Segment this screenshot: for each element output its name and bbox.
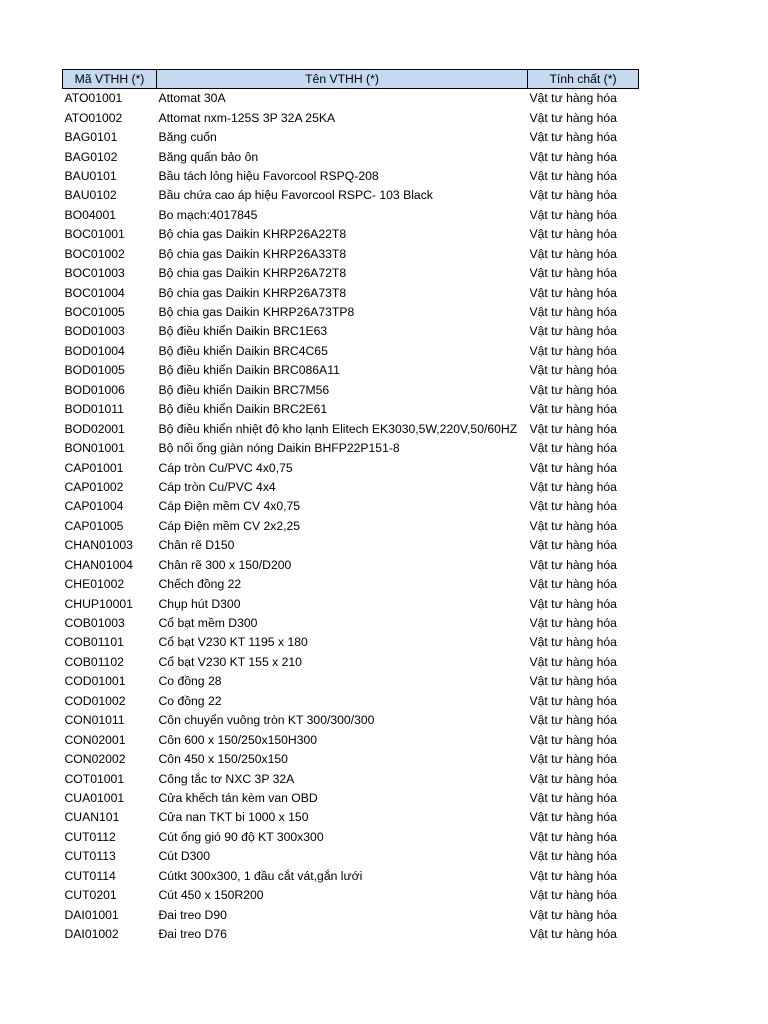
cell-code[interactable]: DAI01001 [64,907,119,922]
cell-name[interactable]: Co đồng 22 [158,693,222,708]
table-row [63,147,639,166]
cell-type[interactable]: Vật tư hàng hóa [529,557,617,572]
header-row [63,70,639,89]
cell-name[interactable]: Đai treo D76 [158,927,227,942]
table-row [63,342,639,361]
cell-type[interactable]: Vật tư hàng hóa [529,577,617,592]
cell-code[interactable]: COB01101 [64,635,124,650]
table-row [63,828,639,847]
cell-code[interactable]: BO04001 [64,207,116,222]
cell-type[interactable]: Vật tư hàng hóa [529,168,617,183]
table-row [63,458,639,477]
table-row [63,730,639,749]
cell-name[interactable]: Công tắc tơ NXC 3P 32A [158,771,295,786]
cell-code[interactable]: BAU0102 [64,188,117,203]
cell-code[interactable]: BOD01011 [64,402,124,417]
cell-code[interactable]: CUT0112 [64,829,116,844]
table-row [63,439,639,458]
cell-type[interactable]: Vật tư hàng hóa [529,713,617,728]
cell-code[interactable]: CAP01004 [64,499,124,514]
cell-type[interactable]: Vật tư hàng hóa [529,538,617,553]
cell-name[interactable]: Côn 600 x 150/250x150H300 [158,732,318,747]
cell-name[interactable]: Cáp Điện mềm CV 2x2,25 [158,518,301,533]
cell-name[interactable]: Bộ chia gas Daikin KHRP26A33T8 [158,246,347,261]
cell-code[interactable]: CON02001 [64,732,126,747]
cell-name[interactable]: Attomat nxm-125S 3P 32A 25KA [158,110,336,125]
cell-name[interactable]: Cáp tròn Cu/PVC 4x4 [158,479,276,494]
cell-type[interactable]: Vật tư hàng hóa [529,635,617,650]
cell-code[interactable]: CUA01001 [64,790,125,805]
cell-type[interactable]: Vật tư hàng hóa [529,810,617,825]
cell-type[interactable]: Vật tư hàng hóa [529,207,617,222]
table-row [63,536,639,555]
cell-name[interactable]: Cửa khếch tán kèm van OBD [158,790,318,805]
table-row [63,672,639,691]
cell-type[interactable]: Vật tư hàng hóa [529,479,617,494]
table-row [63,400,639,419]
cell-code[interactable]: CAP01001 [64,460,124,475]
cell-code[interactable]: BOC01005 [64,305,125,320]
table-row [63,283,639,302]
cell-name[interactable]: Chụp hút D300 [158,596,241,611]
cell-name[interactable]: Cổ bạt V230 KT 1195 x 180 [158,635,308,650]
cell-name[interactable]: Bộ chia gas Daikin KHRP26A73TP8 [158,305,355,320]
cell-name[interactable]: Chếch đồng 22 [158,577,242,592]
cell-code[interactable]: CHAN01003 [64,538,133,553]
cell-name[interactable]: Cút D300 [158,849,210,864]
spreadsheet [62,69,638,944]
cell-code[interactable]: BOD01004 [64,343,125,358]
table-row [63,905,639,924]
cell-type[interactable]: Vật tư hàng hóa [529,907,617,922]
cell-type[interactable]: Vật tư hàng hóa [529,91,617,106]
cell-type[interactable]: Vật tư hàng hóa [529,188,617,203]
cell-code[interactable]: CAP01005 [64,518,124,533]
cell-code[interactable]: CUT0114 [64,868,116,883]
table-row [63,653,639,672]
cell-type[interactable]: Vật tư hàng hóa [529,616,617,631]
cell-name[interactable]: Chân rẽ 300 x 150/D200 [158,557,292,572]
cell-type[interactable]: Vật tư hàng hóa [529,654,617,669]
cell-name[interactable]: Bộ điều khiển Daikin BRC1E63 [158,324,328,339]
cell-type[interactable]: Vật tư hàng hóa [529,868,617,883]
cell-name[interactable]: Bo mạch:4017845 [158,207,258,222]
cell-name[interactable]: Bộ điều khiển Daikin BRC086A11 [158,363,340,378]
table-row [63,497,639,516]
cell-type[interactable]: Vật tư hàng hóa [529,732,617,747]
table-body [63,89,639,945]
cell-code[interactable]: CON02002 [64,752,126,767]
cell-type[interactable]: Vật tư hàng hóa [529,266,617,281]
cell-type[interactable]: Vật tư hàng hóa [529,752,617,767]
cell-type[interactable]: Vật tư hàng hóa [529,324,617,339]
cell-name[interactable]: Cổ bạt mềm D300 [158,616,258,631]
cell-name[interactable]: Băng quấn bảo ôn [158,149,259,164]
table-row [63,789,639,808]
cell-type[interactable]: Vật tư hàng hóa [529,227,617,242]
cell-code[interactable]: CHUP10001 [64,596,133,611]
table-row [63,750,639,769]
cell-code[interactable]: BAG0102 [64,149,118,164]
header-type[interactable]: Tính chất (*) [528,70,639,89]
table-row [63,614,639,633]
cell-code[interactable]: CUT0113 [64,849,116,864]
table-row [63,245,639,264]
cell-code[interactable]: COT01001 [64,771,125,786]
cell-name[interactable]: Bộ chia gas Daikin KHRP26A72T8 [158,266,347,281]
cell-name[interactable]: Cửa nan TKT bi 1000 x 150 [158,810,309,825]
cell-name[interactable]: Cútkt 300x300, 1 đầu cắt vát,gắn lưới [158,868,363,883]
cell-name[interactable]: Bầu chứa cao áp hiệu Favorcool RSPC- 103 Black [158,188,433,203]
table-row [63,225,639,244]
table-row [63,322,639,341]
cell-name[interactable]: Co đồng 28 [158,674,222,689]
cell-type[interactable]: Vật tư hàng hóa [529,130,617,145]
table-row [63,128,639,147]
cell-type[interactable]: Vật tư hàng hóa [529,363,617,378]
table-row [63,186,639,205]
cell-name[interactable]: Bầu tách lỏng hiệu Favorcool RSPQ-208 [158,168,379,183]
cell-type[interactable]: Vật tư hàng hóa [529,421,617,436]
cell-code[interactable]: BOD02001 [64,421,125,436]
cell-code[interactable]: BON01001 [64,441,125,456]
cell-code[interactable]: CAP01002 [64,479,124,494]
cell-code[interactable]: CUAN101 [64,810,120,825]
materials-table [62,69,639,944]
cell-type[interactable]: Vật tư hàng hóa [529,693,617,708]
cell-name[interactable]: Băng cuốn [158,130,217,145]
cell-code[interactable]: BAG0101 [64,130,118,145]
cell-code[interactable]: BOC01004 [64,285,125,300]
table-row [63,89,639,109]
cell-code[interactable]: BOD01003 [64,324,125,339]
cell-code[interactable]: CON01011 [64,713,125,728]
table-row [63,925,639,944]
cell-type[interactable]: Vật tư hàng hóa [529,441,617,456]
cell-type[interactable]: Vật tư hàng hóa [529,596,617,611]
cell-code[interactable]: CUT0201 [64,888,117,903]
cell-code[interactable]: CHAN01004 [64,557,133,572]
cell-name[interactable]: Bộ điều khiển Daikin BRC2E61 [158,402,328,417]
table-row [63,264,639,283]
cell-type[interactable]: Vật tư hàng hóa [529,518,617,533]
cell-code[interactable]: BOC01001 [64,227,125,242]
cell-name[interactable]: Attomat 30A [158,91,226,106]
table-row [63,556,639,575]
table-row [63,769,639,788]
cell-code[interactable]: BAU0101 [64,168,117,183]
table-row [63,381,639,400]
table-row [63,206,639,225]
table-row [63,303,639,322]
cell-name[interactable]: Bộ điều khiển Daikin BRC7M56 [158,382,330,397]
table-row [63,517,639,536]
cell-name[interactable]: Cút 450 x 150R200 [158,888,264,903]
cell-type[interactable]: Vật tư hàng hóa [529,246,617,261]
cell-type[interactable]: Vật tư hàng hóa [529,927,617,942]
cell-code[interactable]: DAI01002 [64,927,119,942]
table-row [63,808,639,827]
table-row [63,419,639,438]
cell-type[interactable]: Vật tư hàng hóa [529,305,617,320]
table-row [63,886,639,905]
cell-code[interactable]: BOD01006 [64,382,125,397]
table-row [63,867,639,886]
table-row [63,167,639,186]
cell-type[interactable]: Vật tư hàng hóa [529,771,617,786]
cell-type[interactable]: Vật tư hàng hóa [529,888,617,903]
table-row [63,108,639,127]
header-name[interactable]: Tên VTHH (*) [157,70,528,89]
cell-type[interactable]: Vật tư hàng hóa [529,402,617,417]
cell-name[interactable]: Côn 450 x 150/250x150 [158,752,288,767]
cell-code[interactable]: CHE01002 [64,577,125,592]
cell-type[interactable]: Vật tư hàng hóa [529,674,617,689]
cell-code[interactable]: BOD01005 [64,363,125,378]
cell-code[interactable]: BOC01003 [64,266,125,281]
cell-code[interactable]: ATO01001 [64,91,123,106]
cell-type[interactable]: Vật tư hàng hóa [529,285,617,300]
cell-code[interactable]: ATO01002 [64,110,123,125]
cell-code[interactable]: COB01102 [64,654,124,669]
cell-code[interactable]: BOC01002 [64,246,125,261]
table-row [63,692,639,711]
cell-name[interactable]: Chân rẽ D150 [158,538,235,553]
cell-name[interactable]: Cáp tròn Cu/PVC 4x0,75 [158,460,293,475]
cell-type[interactable]: Vật tư hàng hóa [529,149,617,164]
table-row [63,711,639,730]
cell-type[interactable]: Vật tư hàng hóa [529,343,617,358]
table-row [63,478,639,497]
table-row [63,594,639,613]
cell-name[interactable]: Cáp Điện mềm CV 4x0,75 [158,499,301,514]
table-row [63,361,639,380]
cell-type[interactable]: Vật tư hàng hóa [529,499,617,514]
cell-name[interactable]: Cổ bạt V230 KT 155 x 210 [158,654,302,669]
cell-type[interactable]: Vật tư hàng hóa [529,829,617,844]
cell-name[interactable]: Bộ chia gas Daikin KHRP26A73T8 [158,285,347,300]
cell-name[interactable]: Bộ nối ống giàn nóng Daikin BHFP22P151-8 [158,441,400,456]
cell-name[interactable]: Bộ điều khiển nhiệt độ kho lạnh Elitech EK3030,5W,220V,50/60HZ [158,421,518,436]
cell-name[interactable]: Bộ chia gas Daikin KHRP26A22T8 [158,227,347,242]
cell-type[interactable]: Vật tư hàng hóa [529,849,617,864]
cell-name[interactable]: Đai treo D90 [158,907,227,922]
cell-code[interactable]: COD01001 [64,674,126,689]
header-code[interactable]: Mã VTHH (*) [63,70,157,89]
table-row [63,575,639,594]
cell-name[interactable]: Côn chuyển vuông tròn KT 300/300/300 [158,713,375,728]
cell-type[interactable]: Vật tư hàng hóa [529,382,617,397]
table-row [63,847,639,866]
table-row [63,633,639,652]
cell-code[interactable]: COB01003 [64,616,125,631]
cell-name[interactable]: Bộ điều khiển Daikin BRC4C65 [158,343,328,358]
cell-code[interactable]: COD01002 [64,693,126,708]
cell-name[interactable]: Cút ống gió 90 độ KT 300x300 [158,829,324,844]
cell-type[interactable]: Vật tư hàng hóa [529,460,617,475]
cell-type[interactable]: Vật tư hàng hóa [529,110,617,125]
cell-type[interactable]: Vật tư hàng hóa [529,790,617,805]
